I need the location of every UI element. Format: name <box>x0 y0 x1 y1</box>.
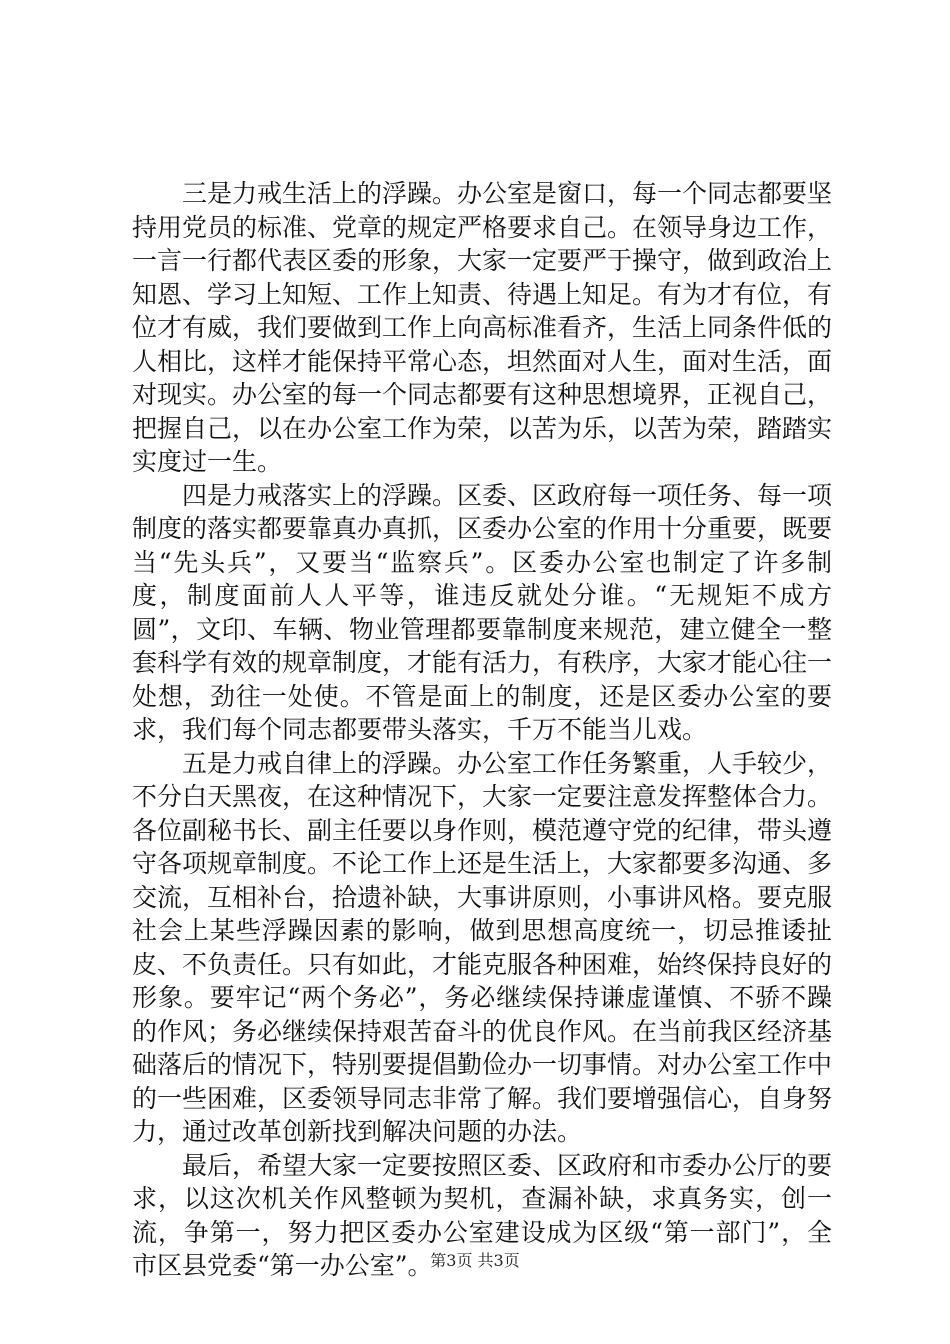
page-footer: 第3页 共3页 <box>430 1251 520 1270</box>
paragraph-5-self-discipline: 五是力戒自律上的浮躁。办公室工作任务繁重，人手较少，不分白天黑夜，在这种情况下，大家一定要注意发挥整体合力。各位副秘书长、副主任要以身作则，模范遵守党的纪律，带头遵守各项规章制度。不论工作上还是生活上，大家都要多沟通、多交流，互相补台，拾遗补缺，大事讲原则，小事讲风格。要克服社会上某些浮躁因素的影响，做到思想高度统一，切忌推诿扯皮、不负责任。只有如此，才能克服各种困难，始终保持良好的形象。要牢记“两个务必”，务必继续保持谦虚谨慎、不骄不躁的作风；务必继续保持艰苦奋斗的优良作风。在当前我区经济基础落后的情况下，特别要提倡勤俭办一切事情。对办公室工作中的一些困难，区委领导同志非常了解。我们要增强信心，自身努力，通过改革创新找到解决问题的办法。 <box>132 748 833 1146</box>
paragraph-4-implementation: 四是力戒落实上的浮躁。区委、区政府每一项任务、每一项制度的落实都要靠真办真抓，区委办公室的作用十分重要，既要当“先头兵”，又要当“监察兵”。区委办公室也制定了许多制度，制度面前人人平等，谁违反就处分谁。“无规矩不成方圆”，文印、车辆、物业管理都要靠制度来规范，建立健全一整套科学有效的规章制度，才能有活力，有秩序，大家才能心往一处想，劲往一处使。不管是面上的制度，还是区委办公室的要求，我们每个同志都要带头落实，千万不能当儿戏。 <box>132 480 833 744</box>
document-body <box>132 177 832 1283</box>
paragraph-3-lifestyle: 三是力戒生活上的浮躁。办公室是窗口，每一个同志都要坚持用党员的标准、党章的规定严格要求自己。在领导身边工作，一言一行都代表区委的形象，大家一定要严于操守，做到政治上知恩、学习上知短、工作上知责、待遇上知足。有为才有位，有位才有威，我们要做到工作上向高标准看齐，生活上同条件低的人相比，这样才能保持平常心态，坦然面对人生，面对生活，面对现实。办公室的每一个同志都要有这种思想境界，正视自己，把握自己，以在办公室工作为荣，以苦为乐，以苦为荣，踏踏实实度过一生。 <box>132 179 833 476</box>
paragraph-conclusion: 最后，希望大家一定要按照区委、区政府和市委办公厅的要求，以这次机关作风整顿为契机，查漏补缺，求真务实，创一流，争第一，努力把区委办公室建设成为区级“第一部门”，全市区县党委“第一办公室”。 <box>132 1150 833 1280</box>
